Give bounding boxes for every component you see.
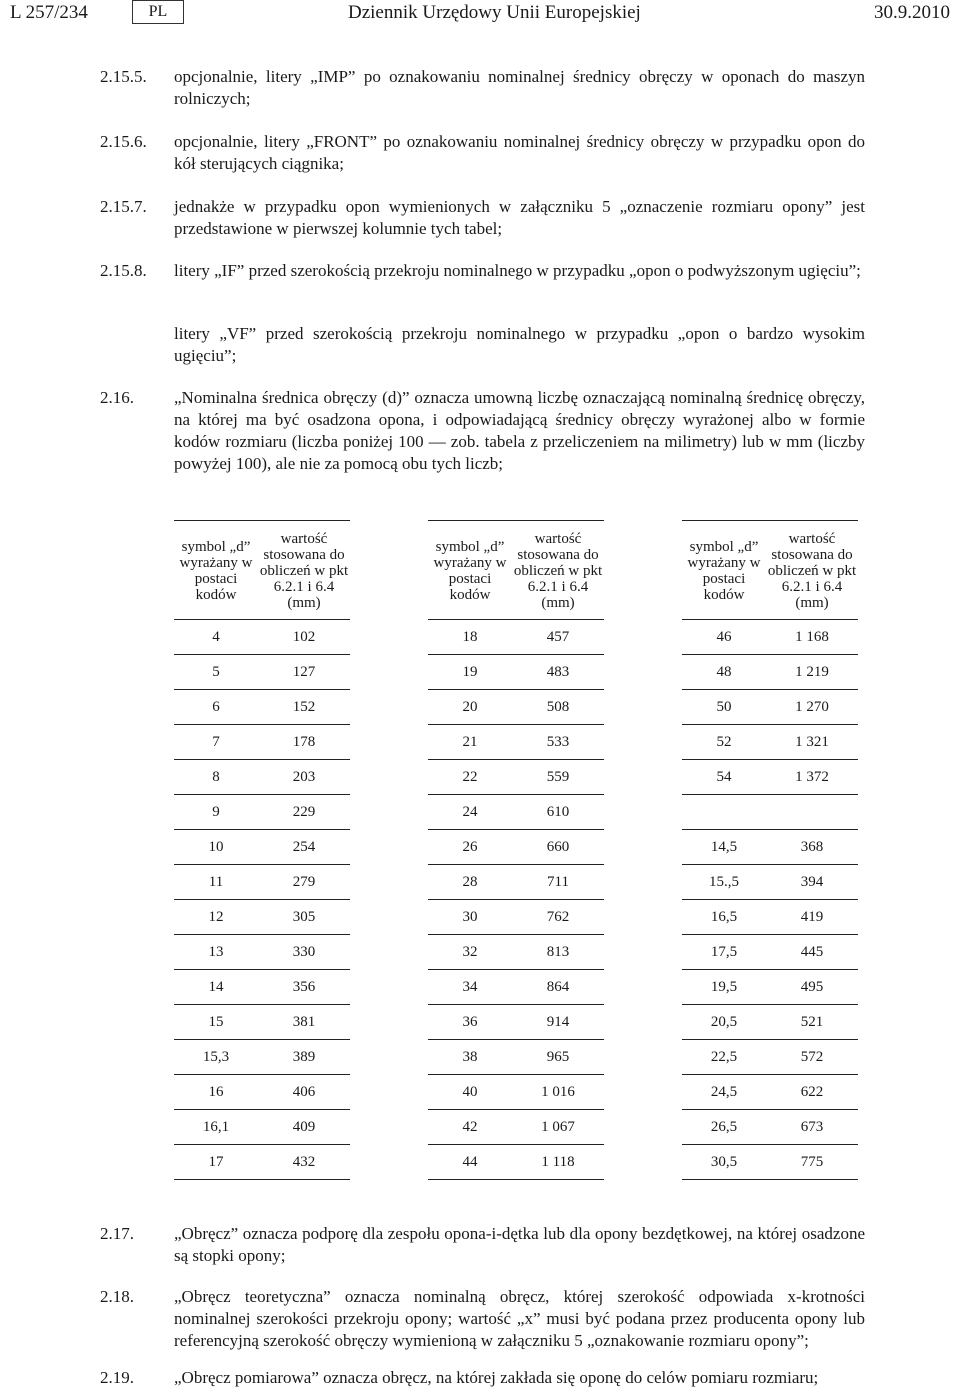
paragraph-text: litery „IF” przed szerokością przekroju nominalnego w przypadku „opon o podwyższonym ugięciu”; xyxy=(174,261,861,280)
table-row xyxy=(682,690,858,725)
mm-value-cell: 673 xyxy=(766,1110,858,1145)
rim-diameter-table-3 xyxy=(682,520,858,1180)
mm-value-cell: 203 xyxy=(258,760,350,795)
table-row xyxy=(428,1005,604,1040)
code-cell: 38 xyxy=(428,1040,512,1075)
mm-value-cell: 711 xyxy=(512,865,604,900)
table-row xyxy=(682,1040,858,1075)
code-cell: 17 xyxy=(174,1145,258,1180)
mm-value-cell: 381 xyxy=(258,1005,350,1040)
table-row xyxy=(682,970,858,1005)
table-row xyxy=(174,725,350,760)
code-cell: 11 xyxy=(174,865,258,900)
code-cell: 14,5 xyxy=(682,830,766,865)
mm-value-cell: 457 xyxy=(512,620,604,655)
code-cell: 7 xyxy=(174,725,258,760)
code-cell: 40 xyxy=(428,1075,512,1110)
code-cell: 14 xyxy=(174,970,258,1005)
paragraph-number: 2.19. xyxy=(100,1368,134,1387)
code-cell: 16 xyxy=(174,1075,258,1110)
code-cell: 48 xyxy=(682,655,766,690)
table-row xyxy=(174,830,350,865)
table-row xyxy=(174,1005,350,1040)
table-row xyxy=(682,1145,858,1180)
table-row xyxy=(428,900,604,935)
code-cell: 44 xyxy=(428,1145,512,1180)
paragraph-number: 2.15.5. xyxy=(100,67,147,86)
table-body xyxy=(682,620,858,1180)
code-cell xyxy=(682,795,766,830)
table-row xyxy=(174,795,350,830)
table-body xyxy=(428,620,604,1180)
code-cell: 34 xyxy=(428,970,512,1005)
table-row xyxy=(428,725,604,760)
table-row xyxy=(682,795,858,830)
table-row xyxy=(682,830,858,865)
mm-value-cell: 1 067 xyxy=(512,1110,604,1145)
table-row xyxy=(174,865,350,900)
code-cell: 19 xyxy=(428,655,512,690)
code-cell: 54 xyxy=(682,760,766,795)
code-cell: 9 xyxy=(174,795,258,830)
code-cell: 20,5 xyxy=(682,1005,766,1040)
mm-value-cell: 660 xyxy=(512,830,604,865)
code-cell: 15 xyxy=(174,1005,258,1040)
mm-value-cell: 394 xyxy=(766,865,858,900)
rim-diameter-table-1 xyxy=(174,520,350,1180)
code-cell: 12 xyxy=(174,900,258,935)
code-cell: 36 xyxy=(428,1005,512,1040)
paragraph-text: opcjonalnie, litery „FRONT” po oznakowaniu nominalnej średnicy obręczy w przypadku opon do kół sterujących ciągnika; xyxy=(174,132,865,173)
mm-value-cell: 356 xyxy=(258,970,350,1005)
code-cell: 16,1 xyxy=(174,1110,258,1145)
table-row xyxy=(682,900,858,935)
code-cell: 26,5 xyxy=(682,1110,766,1145)
table-row xyxy=(428,1075,604,1110)
paragraph-text: „Obręcz teoretyczna” oznacza nominalną obręcz, której szerokość odpowiada x-krotności nominalnej szerokości przekroju opony; wartość „x” musi być podana przez producenta opony lub referencyjną szerokość obręczy wymienioną w załączniku 5 „oznakowanie rozmiaru opony”; xyxy=(174,1287,865,1350)
code-cell: 15.,5 xyxy=(682,865,766,900)
code-cell: 16,5 xyxy=(682,900,766,935)
paragraph-number: 2.15.8. xyxy=(100,261,147,280)
table-row xyxy=(682,655,858,690)
mm-value-cell: 1 219 xyxy=(766,655,858,690)
table-row xyxy=(428,865,604,900)
table-row xyxy=(428,1110,604,1145)
table-row xyxy=(428,1040,604,1075)
language-badge: PL xyxy=(132,0,184,24)
rim-diameter-table-2 xyxy=(428,520,604,1180)
code-cell: 50 xyxy=(682,690,766,725)
paragraph-number: 2.18. xyxy=(100,1287,134,1306)
table-row xyxy=(428,830,604,865)
paragraph-text: „Obręcz pomiarowa” oznacza obręcz, na której zakłada się oponę do celów pomiaru rozmiaru; xyxy=(174,1368,819,1387)
column-header-value: wartość stosowana do obliczeń w pkt 6.2.1 i 6.4 (mm) xyxy=(766,521,858,620)
paragraph-number: 2.16. xyxy=(100,388,134,407)
code-cell: 22 xyxy=(428,760,512,795)
code-cell: 26 xyxy=(428,830,512,865)
paragraph-2-18 xyxy=(100,1286,865,1352)
mm-value-cell: 229 xyxy=(258,795,350,830)
paragraph-text: „Obręcz” oznacza podporę dla zespołu opona-i-dętka lub dla opony bezdętkowej, na której osadzone są stopki opony; xyxy=(174,1224,865,1265)
table-row xyxy=(682,1075,858,1110)
code-cell: 4 xyxy=(174,620,258,655)
code-cell: 22,5 xyxy=(682,1040,766,1075)
code-cell: 42 xyxy=(428,1110,512,1145)
table-row xyxy=(174,900,350,935)
table-row xyxy=(682,725,858,760)
mm-value-cell: 775 xyxy=(766,1145,858,1180)
table-row xyxy=(682,1005,858,1040)
paragraph-text: „Nominalna średnica obręczy (d)” oznacza umowną liczbę oznaczającą nominalną średnicę obręczy, na której ma być osadzona opona, i odpowiadającą średnicy obręczy wyrażonej albo w formie kodów rozmiaru (liczba poniżej 100 — zob. tabela z przeliczeniem na milimetry) lub w mm (liczby powyżej 100), ale nie za pomocą obu tych liczb; xyxy=(174,388,865,473)
table-row xyxy=(428,935,604,970)
column-header-code: symbol „d” wyrażany w postaci kodów xyxy=(682,521,766,620)
page-header xyxy=(0,0,960,40)
code-cell: 10 xyxy=(174,830,258,865)
paragraph-2-19 xyxy=(100,1367,865,1389)
journal-title: Dziennik Urzędowy Unii Europejskiej xyxy=(348,2,641,23)
table-row xyxy=(174,1040,350,1075)
table-row xyxy=(174,1110,350,1145)
mm-value-cell: 572 xyxy=(766,1040,858,1075)
table-row xyxy=(682,620,858,655)
mm-value-cell: 279 xyxy=(258,865,350,900)
mm-value-cell: 254 xyxy=(258,830,350,865)
code-cell: 19,5 xyxy=(682,970,766,1005)
mm-value-cell: 445 xyxy=(766,935,858,970)
paragraph-2-16 xyxy=(100,387,865,475)
mm-value-cell: 178 xyxy=(258,725,350,760)
code-cell: 6 xyxy=(174,690,258,725)
code-cell: 32 xyxy=(428,935,512,970)
table-row xyxy=(682,1110,858,1145)
mm-value-cell: 152 xyxy=(258,690,350,725)
code-cell: 30 xyxy=(428,900,512,935)
mm-value-cell: 1 270 xyxy=(766,690,858,725)
mm-value-cell: 1 372 xyxy=(766,760,858,795)
mm-value-cell: 432 xyxy=(258,1145,350,1180)
mm-value-cell: 965 xyxy=(512,1040,604,1075)
code-cell: 15,3 xyxy=(174,1040,258,1075)
table-row xyxy=(428,760,604,795)
table-row xyxy=(428,620,604,655)
column-header-value: wartość stosowana do obliczeń w pkt 6.2.1 i 6.4 (mm) xyxy=(258,521,350,620)
mm-value-cell: 127 xyxy=(258,655,350,690)
mm-value-cell: 1 168 xyxy=(766,620,858,655)
mm-value-cell: 914 xyxy=(512,1005,604,1040)
mm-value-cell: 1 321 xyxy=(766,725,858,760)
table-row xyxy=(428,970,604,1005)
table-row xyxy=(174,1145,350,1180)
paragraph-text: litery „VF” przed szerokością przekroju nominalnego w przypadku „opon o bardzo wysokim ugięciu”; xyxy=(174,324,865,365)
table-row xyxy=(682,865,858,900)
table-row xyxy=(174,655,350,690)
mm-value-cell: 813 xyxy=(512,935,604,970)
code-cell: 21 xyxy=(428,725,512,760)
code-cell: 17,5 xyxy=(682,935,766,970)
paragraph-text: jednakże w przypadku opon wymienionych w załączniku 5 „oznaczenie rozmiaru opony” jest przedstawione w pierwszej kolumnie tych tabel; xyxy=(174,197,865,238)
mm-value-cell: 610 xyxy=(512,795,604,830)
mm-value-cell: 419 xyxy=(766,900,858,935)
table-row xyxy=(428,1145,604,1180)
mm-value-cell: 495 xyxy=(766,970,858,1005)
table-body xyxy=(174,620,350,1180)
code-cell: 24,5 xyxy=(682,1075,766,1110)
code-cell: 5 xyxy=(174,655,258,690)
paragraph-number: 2.15.6. xyxy=(100,132,147,151)
mm-value-cell: 1 016 xyxy=(512,1075,604,1110)
table-row xyxy=(682,760,858,795)
mm-value-cell: 483 xyxy=(512,655,604,690)
mm-value-cell: 330 xyxy=(258,935,350,970)
mm-value-cell: 559 xyxy=(512,760,604,795)
table-row xyxy=(174,690,350,725)
mm-value-cell: 305 xyxy=(258,900,350,935)
code-cell: 20 xyxy=(428,690,512,725)
table-row xyxy=(174,620,350,655)
paragraph-number: 2.15.7. xyxy=(100,197,147,216)
table-row xyxy=(174,970,350,1005)
mm-value-cell: 864 xyxy=(512,970,604,1005)
code-cell: 28 xyxy=(428,865,512,900)
column-header-code: symbol „d” wyrażany w postaci kodów xyxy=(174,521,258,620)
mm-value-cell xyxy=(766,795,858,830)
column-header-code: symbol „d” wyrażany w postaci kodów xyxy=(428,521,512,620)
mm-value-cell: 406 xyxy=(258,1075,350,1110)
mm-value-cell: 389 xyxy=(258,1040,350,1075)
paragraph-text: opcjonalnie, litery „IMP” po oznakowaniu nominalnej średnicy obręczy w oponach do maszyn rolniczych; xyxy=(174,67,865,108)
column-header-value: wartość stosowana do obliczeń w pkt 6.2.1 i 6.4 (mm) xyxy=(512,521,604,620)
paragraph-2-15-7 xyxy=(100,196,865,240)
code-cell: 52 xyxy=(682,725,766,760)
paragraph-2-15-8 xyxy=(100,260,865,282)
code-cell: 8 xyxy=(174,760,258,795)
code-cell: 24 xyxy=(428,795,512,830)
mm-value-cell: 622 xyxy=(766,1075,858,1110)
paragraph-number: 2.17. xyxy=(100,1224,134,1243)
code-cell: 18 xyxy=(428,620,512,655)
table-row xyxy=(428,690,604,725)
mm-value-cell: 521 xyxy=(766,1005,858,1040)
table-row xyxy=(174,935,350,970)
table-row xyxy=(428,655,604,690)
mm-value-cell: 762 xyxy=(512,900,604,935)
mm-value-cell: 1 118 xyxy=(512,1145,604,1180)
mm-value-cell: 508 xyxy=(512,690,604,725)
table-row xyxy=(428,795,604,830)
table-row xyxy=(174,1075,350,1110)
table-row xyxy=(174,760,350,795)
mm-value-cell: 409 xyxy=(258,1110,350,1145)
mm-value-cell: 368 xyxy=(766,830,858,865)
table-row xyxy=(682,935,858,970)
paragraph-2-15-6 xyxy=(100,131,865,175)
mm-value-cell: 102 xyxy=(258,620,350,655)
paragraph-2-15-8-continued xyxy=(100,323,865,367)
code-cell: 13 xyxy=(174,935,258,970)
paragraph-2-15-5 xyxy=(100,66,865,110)
publication-date: 30.9.2010 xyxy=(874,2,950,23)
page-number: L 257/234 xyxy=(10,2,88,23)
paragraph-2-17 xyxy=(100,1223,865,1267)
code-cell: 30,5 xyxy=(682,1145,766,1180)
code-cell: 46 xyxy=(682,620,766,655)
mm-value-cell: 533 xyxy=(512,725,604,760)
